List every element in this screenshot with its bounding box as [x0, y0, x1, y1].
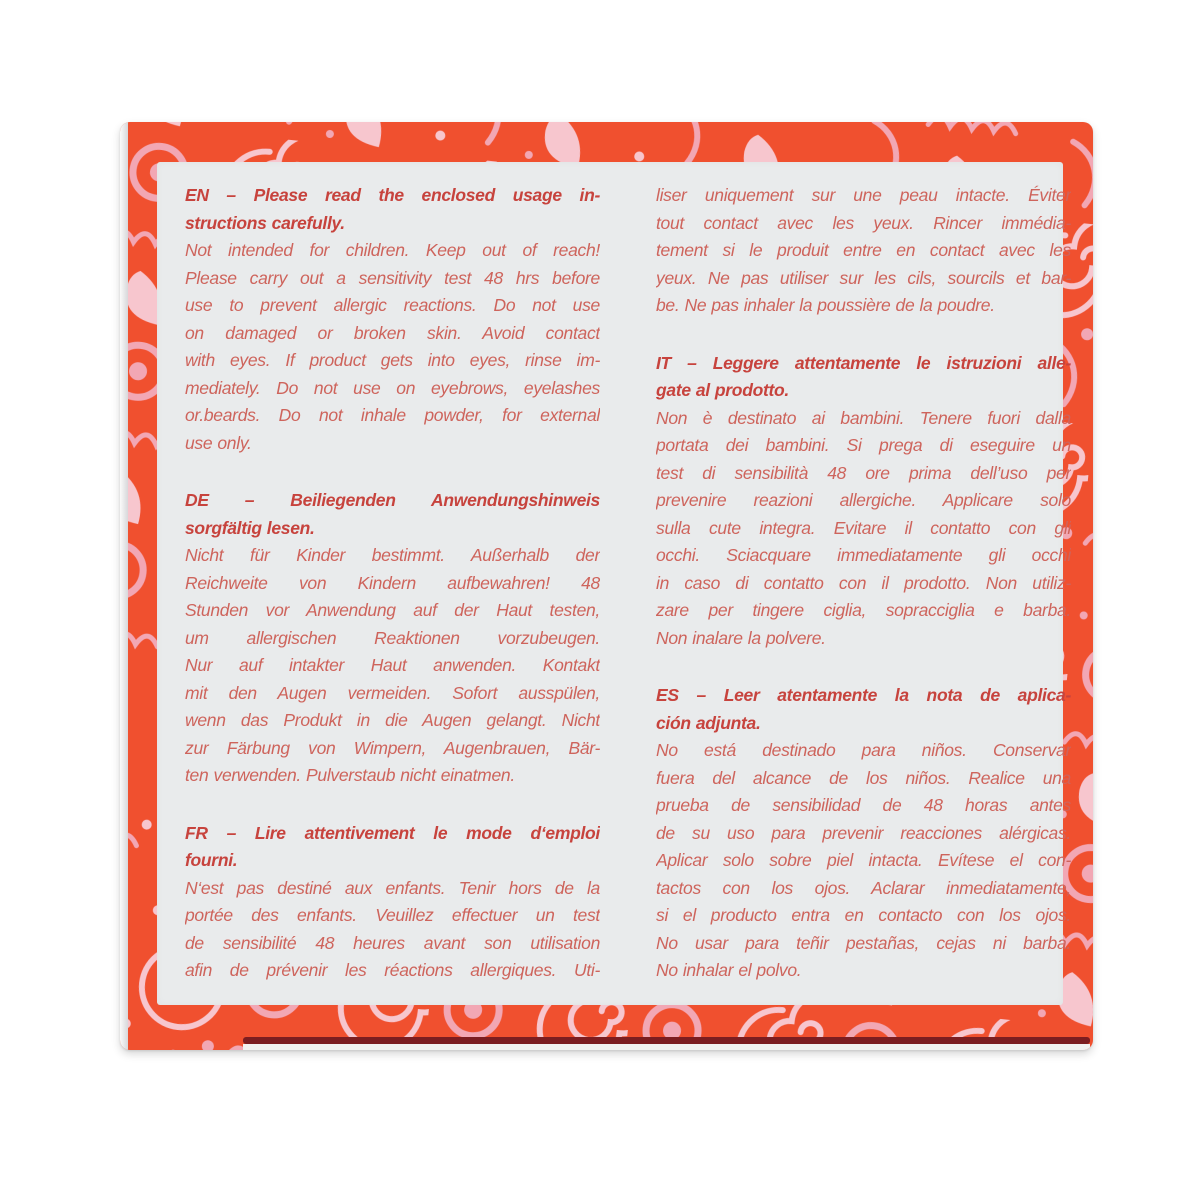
text-line: tout contact avec les yeux. Rincer immédia-	[656, 212, 1071, 233]
text-line: Stunden vor Anwendung auf der Haut testen,	[185, 600, 600, 620]
text-line: Aplicar solo sobre piel intacta. Evítese el con-	[656, 850, 1071, 870]
heading-line: IT – Leggere attentamente le istruzioni alle-	[656, 352, 1071, 373]
text-line: or.beards. Do not inhale powder, for external	[185, 405, 600, 425]
text-line: mit den Augen vermeiden. Sofort ausspülen,	[185, 682, 600, 703]
text-line: liser uniquement sur une peau intacte. Éviter	[656, 185, 1071, 205]
section-fr	[185, 820, 600, 985]
text-line: portée des enfants. Veuillez effectuer un test	[185, 905, 600, 925]
text-line: be. Ne pas inhaler la poussière de la poudre.	[656, 295, 995, 315]
text-line: afin de prévenir les réactions allergiques. Uti-	[185, 960, 600, 980]
text-line: Please carry out a sensitivity test 48 hrs before	[185, 267, 600, 288]
heading-line: sorgfältig lesen.	[185, 517, 315, 538]
lid-seam-shadow	[243, 1037, 1090, 1044]
section-it	[656, 350, 1071, 653]
section-en	[185, 182, 600, 457]
text-line: ten verwenden. Pulverstaub nicht einatmen.	[185, 765, 515, 785]
text-line: prevenire reazioni allergiche. Applicare solo	[656, 490, 1071, 510]
text-line: use only.	[185, 432, 252, 453]
section-es	[656, 682, 1071, 985]
text-line: N‘est pas destiné aux enfants. Tenir hors de la	[185, 877, 600, 898]
text-line: tement si le produit entre en contact avec les	[656, 240, 1071, 260]
instructions-column-left	[185, 182, 600, 1005]
box-side-edge	[120, 122, 128, 1050]
text-line: zur Färbung von Wimpern, Augenbrauen, Bär-	[185, 737, 600, 758]
text-line: occhi. Sciacquare immediatamente gli occhi	[656, 545, 1071, 565]
heading-line: DE – Beiliegenden Anwendungshinweis	[185, 490, 600, 510]
lid-edge-highlight	[243, 1044, 1090, 1050]
text-line: yeux. Ne pas utiliser sur les cils, sourcils et bar-	[656, 267, 1071, 288]
heading-line: fourni.	[185, 850, 238, 870]
text-line: tactos con los ojos. Aclarar inmediatamente,	[656, 877, 1071, 898]
section-fr-continued	[656, 182, 1071, 320]
text-line: um allergischen Reaktionen vorzubeugen.	[185, 627, 600, 648]
text-line: de su uso para prevenir reacciones alérgicas.	[656, 822, 1071, 843]
text-line: mediately. Do not use on eyebrows, eyelashes	[185, 377, 600, 398]
text-line: portata dei bambini. Si prega di eseguire un	[656, 435, 1071, 455]
text-line: zare per tingere ciglia, sopracciglia e barba.	[656, 600, 1071, 620]
text-line: Nur auf intakter Haut anwenden. Kontakt	[185, 655, 600, 675]
heading-line: FR – Lire attentivement le mode d‘emploi	[185, 822, 600, 843]
text-line: Non inalare la polvere.	[656, 627, 826, 648]
text-line: No usar para teñir pestañas, cejas ni barba.	[656, 932, 1071, 953]
product-box	[120, 122, 1093, 1050]
text-line: prueba de sensibilidad de 48 horas antes	[656, 795, 1071, 815]
text-line: Reichweite von Kindern aufbewahren! 48	[185, 572, 600, 593]
text-line: No está destinado para niños. Conservar	[656, 740, 1071, 760]
text-line: No inhalar el polvo.	[656, 960, 802, 980]
instructions-column-right	[656, 182, 1071, 1005]
heading-line: ción adjunta.	[656, 712, 761, 733]
section-de	[185, 487, 600, 790]
text-line: sulla cute integra. Evitare il contatto con gli	[656, 517, 1071, 538]
text-line: with eyes. If product gets into eyes, rinse im-	[185, 350, 600, 370]
text-line: fuera del alcance de los niños. Realice una	[656, 767, 1071, 788]
heading-line: ES – Leer atentamente la nota de aplica-	[656, 685, 1071, 705]
text-line: use to prevent allergic reactions. Do not use	[185, 295, 600, 315]
text-line: Nicht für Kinder bestimmt. Außerhalb der	[185, 545, 600, 565]
heading-line: EN – Please read the enclosed usage in-	[185, 185, 600, 205]
instructions-panel	[157, 162, 1071, 1005]
text-line: in caso di contatto con il prodotto. Non utiliz-	[656, 572, 1071, 593]
heading-line: structions carefully.	[185, 212, 345, 233]
text-line: si el producto entra en contacto con los ojos.	[656, 905, 1071, 925]
text-line: Non è destinato ai bambini. Tenere fuori dalla	[656, 407, 1071, 428]
text-line: test di sensibilità 48 ore prima dell’uso per	[656, 462, 1071, 483]
text-line: de sensibilité 48 heures avant son utilisation	[185, 932, 600, 953]
heading-line: gate al prodotto.	[656, 380, 789, 400]
text-line: wenn das Produkt in die Augen gelangt. Nicht	[185, 710, 600, 730]
text-line: on damaged or broken skin. Avoid contact	[185, 322, 600, 343]
text-line: Not intended for children. Keep out of reach!	[185, 240, 600, 260]
